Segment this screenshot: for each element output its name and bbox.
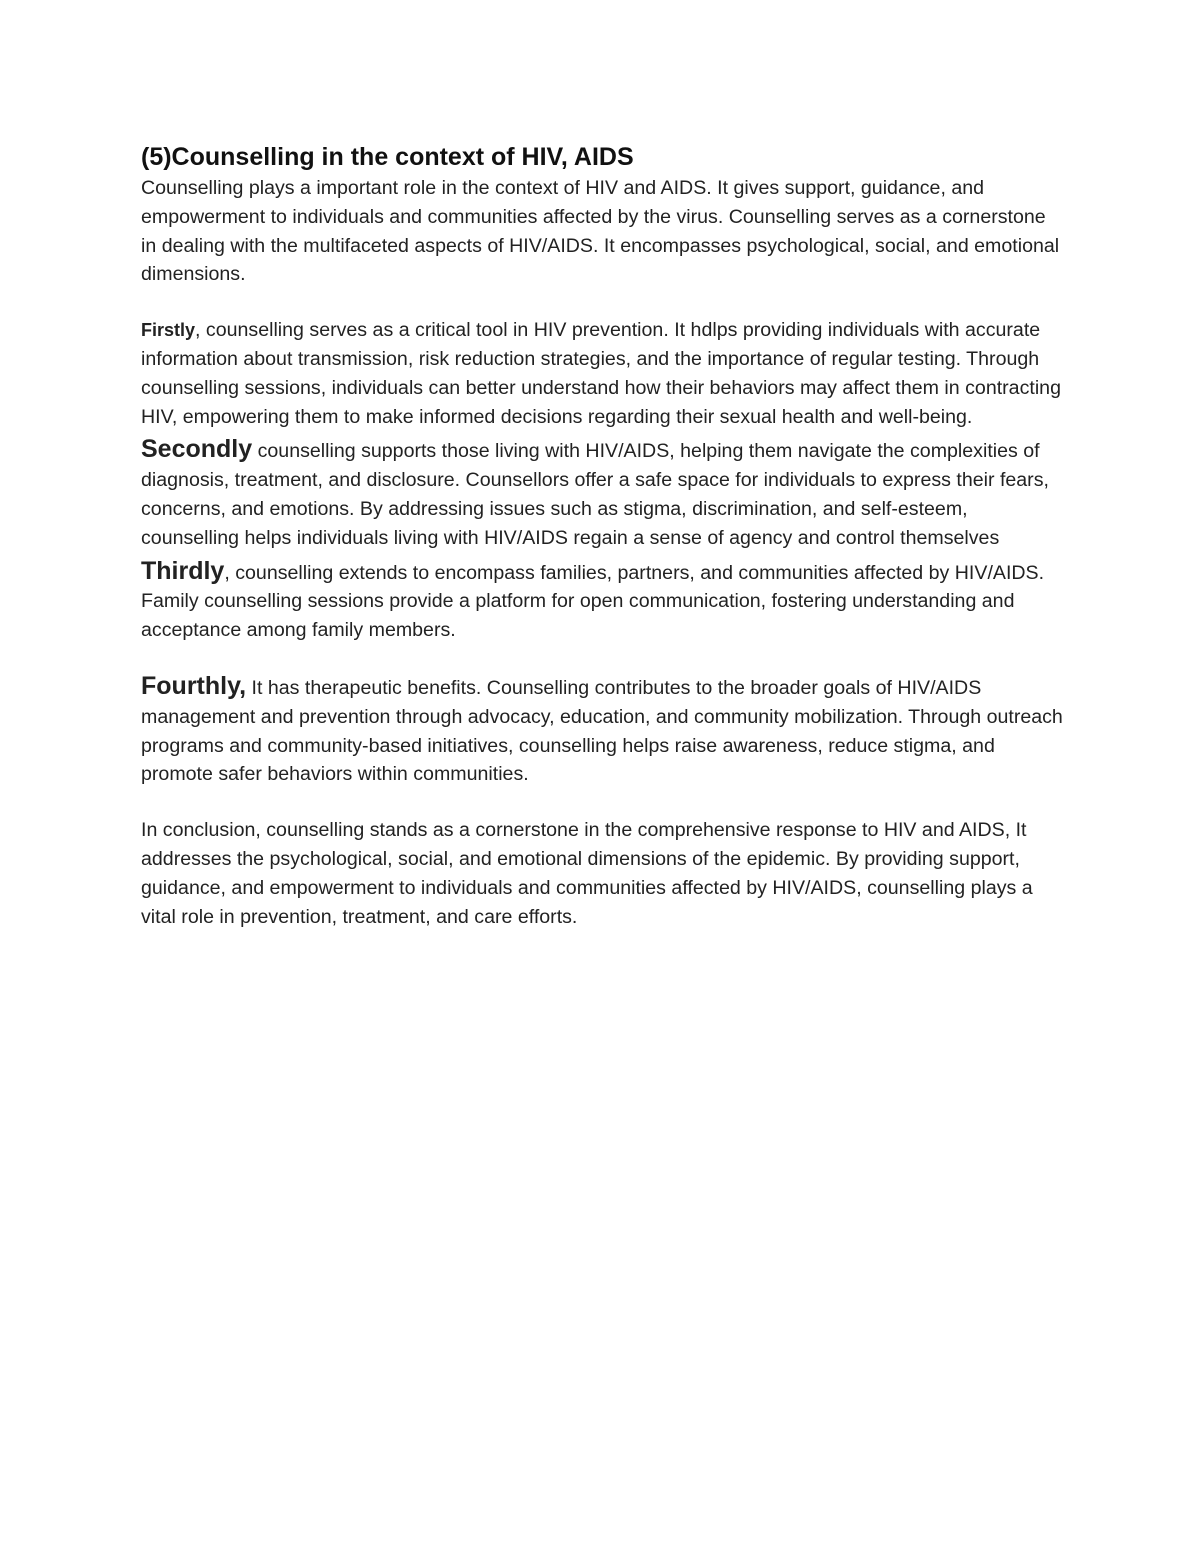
intro-paragraph: Counselling plays a important role in the context of HIV and AIDS. It gives support, guidance, and empowerment to individuals and communities affected by the virus. Counselling serves as a cornerstone in dealing with the multifaceted aspects of HIV/AIDS. It encompasses psychological, social, and emotional dimensions.	[141, 177, 1060, 286]
fourthly-lead: Fourthly,	[141, 671, 247, 700]
document-title: (5)Counselling in the context of HIV, AIDS	[141, 143, 634, 171]
secondly-text: counselling supports those living with HIV/AIDS, helping them navigate the complexities of diagnosis, treatment, and disclosure. Counsellors offer a safe space for individuals to express their fears, concerns, and emotions. By addressing issues such as stigma, discrimination, and self-esteem, counselling helps individuals living with HIV/AIDS regain a sense of agency and control themselves	[141, 440, 1049, 549]
secondly-lead: Secondly	[141, 435, 253, 464]
thirdly-lead: Thirdly	[141, 556, 225, 585]
secondly-paragraph	[141, 435, 1066, 552]
document-page	[141, 140, 1066, 931]
conclusion-paragraph: In conclusion, counselling stands as a cornerstone in the comprehensive response to HIV and AIDS, It addresses the psychological, social, and emotional dimensions of the epidemic. By providing support, guidance, and empowerment to individuals and communities affected by HIV/AIDS, counselling plays a vital role in prevention, treatment, and care efforts.	[141, 819, 1033, 928]
firstly-text: , counselling serves as a critical tool in HIV prevention. It hdlps providing individuals with accurate information about transmission, risk reduction strategies, and the importance of regular testing. Through counselling sessions, individuals can better understand how their behaviors may affect them in contracting HIV, empowering them to make informed decisions regarding their sexual health and well-being.	[141, 319, 1061, 428]
fourthly-text: It has therapeutic benefits. Counselling contributes to the broader goals of HIV/AIDS management and prevention through advocacy, education, and community mobilization. Through outreach programs and community-based initiatives, counselling helps raise awareness, reduce stigma, and promote safer behaviors within communities.	[141, 676, 1063, 786]
thirdly-text: , counselling extends to encompass families, partners, and communities affected by HIV/AIDS. Family counselling sessions provide a platform for open communication, fostering understanding and acceptance among family members.	[141, 561, 1045, 642]
fourthly-paragraph	[141, 672, 1066, 789]
firstly-lead: Firstly	[141, 320, 196, 341]
thirdly-paragraph	[141, 557, 1066, 645]
firstly-paragraph	[141, 316, 1066, 431]
